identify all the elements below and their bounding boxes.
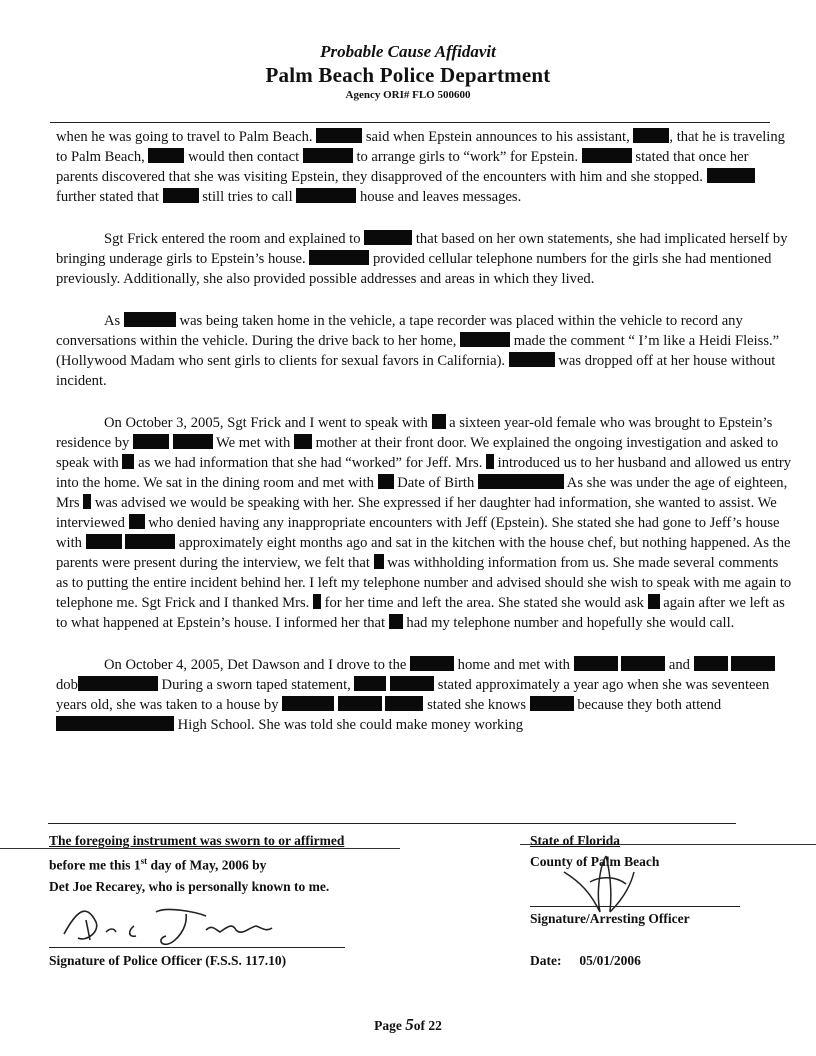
text-span: had my telephone number and hopefully she would call. xyxy=(406,615,735,631)
county-label: County of Palm Beach xyxy=(530,854,660,869)
affidavit-title: Probable Cause Affidavit xyxy=(320,42,496,61)
paragraph-4 xyxy=(56,413,792,633)
redaction xyxy=(129,514,145,529)
date-value: 05/01/2006 xyxy=(579,953,641,968)
paragraph-2 xyxy=(56,229,792,289)
redaction xyxy=(364,230,412,245)
officer-signature-line xyxy=(49,947,345,948)
redaction xyxy=(694,656,728,671)
text-span: who denied having any inappropriate encounters with Jeff (Epstein). She stated she had gone to Jeff’s house with xyxy=(56,515,780,551)
text-span: As xyxy=(104,313,121,329)
text-span: , that xyxy=(669,129,699,145)
text-span: stated approximately a year ago when she was seventeen years old, she was taken to a house by xyxy=(56,677,770,713)
redaction xyxy=(707,168,755,183)
redaction xyxy=(125,534,175,549)
page-number: 5 xyxy=(405,1015,414,1034)
page-footer xyxy=(0,1015,816,1035)
text-span: when he was going to travel to Palm Beach. xyxy=(56,129,313,145)
text-span: We met with xyxy=(216,435,291,451)
text-span: made the comment “ I’m like a Heidi Fleiss.” (Hollywood Madam who sent girls to clients for sexual favors in California). xyxy=(56,333,780,369)
redaction xyxy=(124,312,176,327)
text-span: As she was under the age of eighteen, Mrs xyxy=(56,475,788,511)
redaction xyxy=(316,128,362,143)
agency-ori: Agency ORI# FLO 500600 xyxy=(345,89,471,101)
redaction xyxy=(385,696,423,711)
state-label: State of Florida xyxy=(530,833,620,848)
text-span: a sixteen year-old female who was brought to Epstein’s residence by xyxy=(56,415,773,451)
text-span: said when Epstein announces to his assistant, xyxy=(365,129,630,145)
text-span: to arrange girls to “work” for Epstein. xyxy=(356,149,579,165)
redaction xyxy=(432,414,446,429)
redaction xyxy=(648,594,660,609)
text-span: and xyxy=(668,657,690,673)
redaction xyxy=(582,148,632,163)
redaction xyxy=(378,474,394,489)
text-span: introduced us to her husband and allowed us entry into the home. We sat in the dining room and met with xyxy=(56,455,792,491)
text-span: still tries to call xyxy=(202,189,293,205)
redaction xyxy=(390,676,434,691)
text-span: house and leaves messages. xyxy=(359,189,522,205)
redaction xyxy=(56,716,174,731)
redaction xyxy=(338,696,382,711)
redaction xyxy=(296,188,356,203)
date-label: Date: xyxy=(530,953,562,968)
text-span: mother at their front door. We explained the ongoing investigation and asked to speak with xyxy=(56,435,779,471)
notary-line-2: before me this 1st day of May, 2006 by xyxy=(49,856,267,873)
redaction xyxy=(173,434,213,449)
redaction xyxy=(530,696,574,711)
affidavit-body xyxy=(56,127,792,757)
notary-line-3: Det Joe Recarey, who is personally known to me. xyxy=(49,878,330,894)
notary-signature xyxy=(56,892,296,952)
redaction xyxy=(460,332,510,347)
text-span: dob xyxy=(56,677,78,693)
page-prefix: Page xyxy=(374,1018,402,1033)
signature-block-rule xyxy=(48,823,736,824)
arresting-signature-line xyxy=(530,906,740,907)
text-span: During a sworn taped statement, xyxy=(161,677,351,693)
text-span: Date of Birth xyxy=(397,475,475,491)
redaction xyxy=(282,696,334,711)
text-span: approximately eight months ago and sat in the kitchen with the house chef, but nothing happened. As the parents were present during the interview, we felt that xyxy=(56,535,791,571)
paragraph-3 xyxy=(56,311,792,391)
department-name: Palm Beach Police Department xyxy=(265,63,551,87)
redaction xyxy=(389,614,403,629)
text-span: would then contact xyxy=(188,149,300,165)
text-span: was advised we would be speaking with her. She expressed if her daughter had information, she wanted to assist. We interviewed xyxy=(56,495,777,531)
text-span: High School. She was told she could make money working xyxy=(177,717,523,733)
text-span: as we had information that she had “worked” for Jeff. Mrs. xyxy=(138,455,483,471)
redaction xyxy=(313,594,321,609)
arresting-signature-label: Signature/Arresting Officer xyxy=(530,911,690,926)
redaction xyxy=(294,434,312,449)
text-span: further stated that xyxy=(56,189,159,205)
text-span: was dropped off at her house without incident. xyxy=(56,353,776,389)
paragraph-5 xyxy=(56,655,792,735)
redaction xyxy=(354,676,386,691)
header-rule xyxy=(50,122,770,123)
redaction xyxy=(633,128,669,143)
text-span: was being taken home in the vehicle, a tape recorder was placed within the vehicle to record any conversations within the vehicle. During the drive back to her home, xyxy=(56,313,743,349)
redaction xyxy=(509,352,555,367)
text-span: On October 3, 2005, Sgt Frick and I went to speak with xyxy=(104,415,428,431)
redaction xyxy=(486,454,494,469)
text-span: for her time and left the area. She stated she would ask xyxy=(324,595,644,611)
redaction xyxy=(410,656,454,671)
text-span: he is traveling to Palm Beach, xyxy=(56,129,785,165)
redaction xyxy=(133,434,169,449)
signature-date xyxy=(530,953,641,969)
text-span: provided cellular telephone numbers for the girls she had mentioned previously. Additionally, she also provided possible addresses and areas in which they lived. xyxy=(56,251,772,287)
redaction xyxy=(78,676,158,691)
document-header xyxy=(0,42,816,102)
redaction xyxy=(731,656,775,671)
text-span: was withholding information from us. She made several comments as to putting the entire incident behind her. I left my telephone number and advised should she wish to speak with me again to telephone me. Sgt Frick and I thanked Mrs. xyxy=(56,555,792,611)
text-span: stated she knows xyxy=(427,697,527,713)
redaction xyxy=(83,494,91,509)
paragraph-1 xyxy=(56,127,792,207)
text-span: Sgt Frick entered the room and explained to xyxy=(104,231,361,247)
text-span: home and met with xyxy=(457,657,570,673)
redaction xyxy=(163,188,199,203)
redaction xyxy=(303,148,353,163)
notary-line-1: The foregoing instrument was sworn to or affirmed xyxy=(49,833,345,848)
officer-signature-label: Signature of Police Officer (F.S.S. 117.10) xyxy=(49,953,287,968)
redaction xyxy=(122,454,134,469)
text-span: again after we left as to what happened at Epstein’s house. I informed her that xyxy=(56,595,785,631)
redaction xyxy=(148,148,184,163)
text-span: On October 4, 2005, Det Dawson and I drove to the xyxy=(104,657,407,673)
notary-statement xyxy=(49,830,429,897)
redaction xyxy=(309,250,369,265)
text-span: because they both attend xyxy=(577,697,722,713)
redaction xyxy=(86,534,122,549)
text-span: that based on her own statements, she had implicated herself by bringing underage girls to Epstein’s house. xyxy=(56,231,788,267)
redaction xyxy=(478,474,564,489)
text-span: stated that once her parents discovered that she was visiting Epstein, they disapproved of the encounters with him and she stopped. xyxy=(56,149,749,185)
redaction xyxy=(374,554,384,569)
page-total: of 22 xyxy=(413,1018,442,1033)
redaction xyxy=(621,656,665,671)
redaction xyxy=(574,656,618,671)
